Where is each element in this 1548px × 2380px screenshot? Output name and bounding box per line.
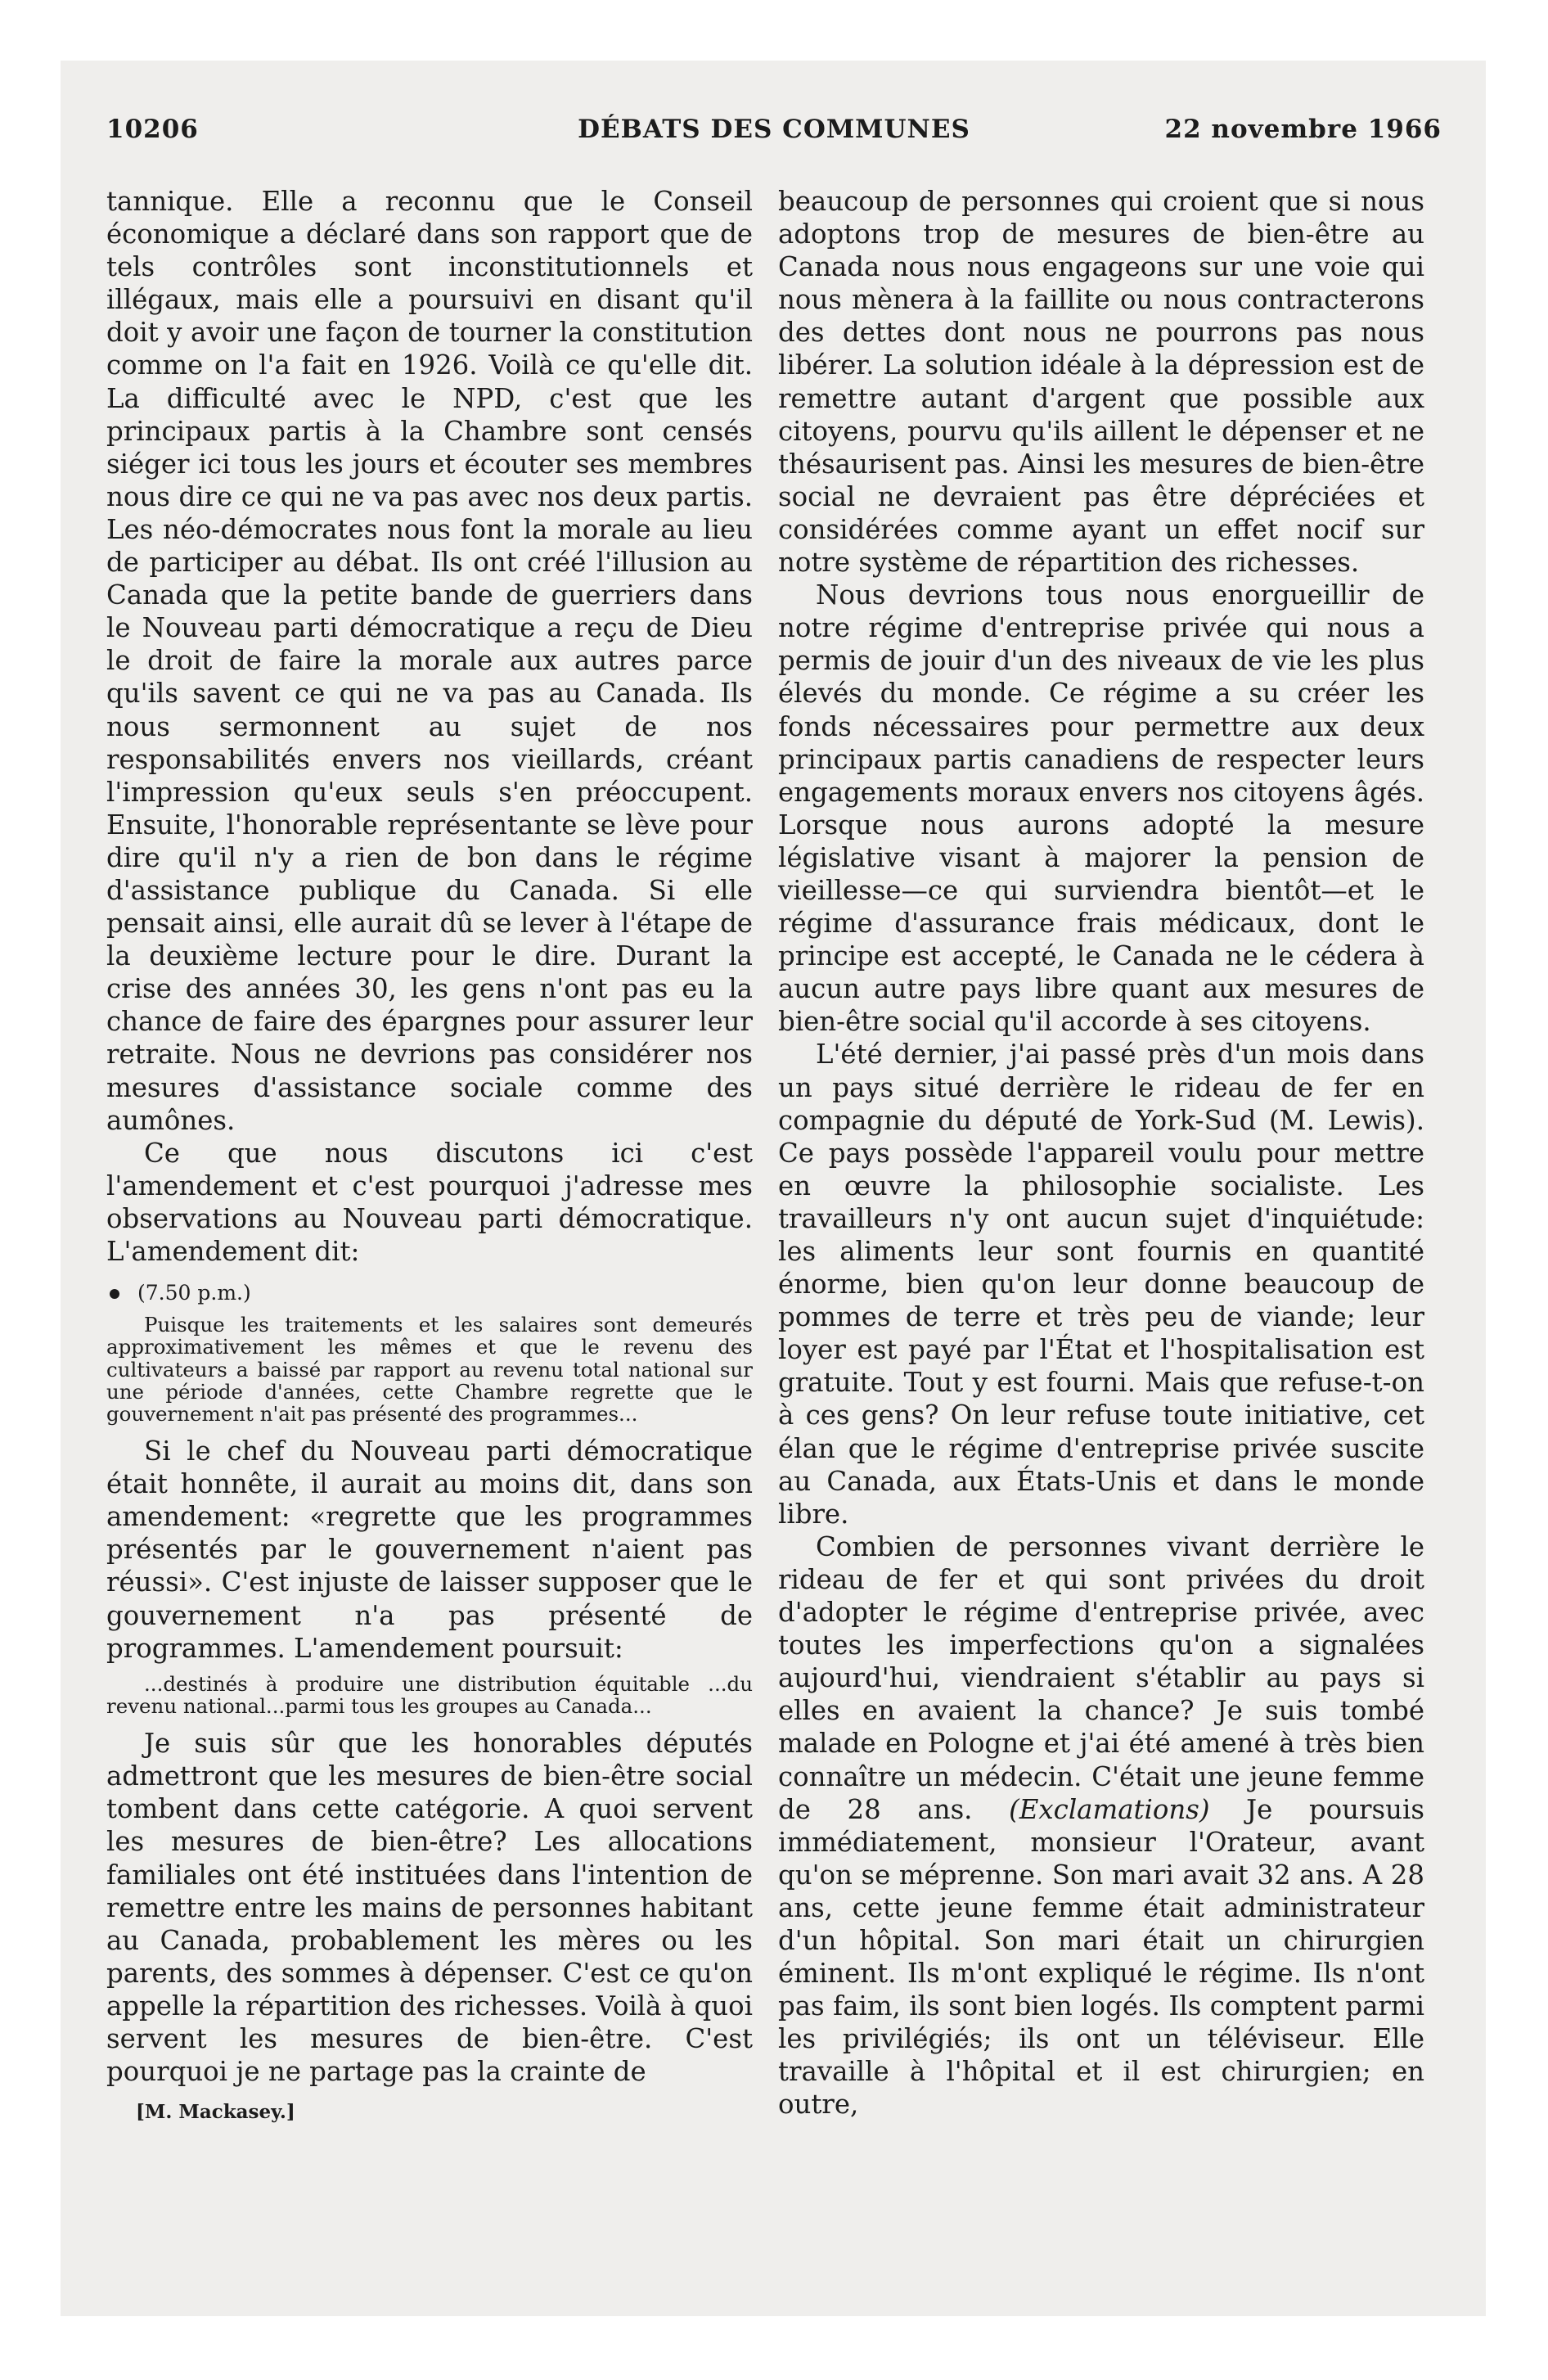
left-column [106, 185, 753, 2124]
speaker-attribution: [M. Mackasey.] [136, 2101, 295, 2124]
paragraph: Ce que nous discutons ici c'est l'amendement et c'est pourquoi j'adresse mes observations au Nouveau parti démocratique. L'amendement dit: [106, 1137, 753, 1267]
paragraph: Nous devrions tous nous enorgueillir de notre régime d'entreprise privée qui nous a permis de jouir d'un des niveaux de vie les plus élevés du monde. Ce régime a su créer les fonds nécessaires pour permettre aux deux principaux partis canadiens de respecter leurs engagements moraux envers nos citoyens âgés. Lorsque nous aurons adopté la mesure législative visant à majorer la pension de vieillesse—ce qui surviendra bientôt—et le régime d'assurance frais médicaux, dont le principe est accepté, le Canada ne le cédera à aucun autre pays libre quant aux mesures de bien-être social qu'il accorde à ses citoyens. [778, 579, 1424, 1038]
paragraph-text: Combien de personnes vivant derrière le rideau de fer et qui sont privées du droit d'adopter le régime d'entreprise privée, avec toutes les imperfections qu'on a signalées aujourd'hui, viendraient s'établir au pays si elles en avaient la chance? Je suis tombé malade en Pologne et j'ai été amené à très bien connaître un médecin. C'était une jeune femme de 28 ans. [778, 1530, 1424, 1825]
paragraph [778, 1530, 1424, 2121]
quoted-amendment: ...destinés à produire une distribution équitable ...du revenu national...parmi tous les groupes au Canada... [106, 1671, 753, 1718]
paragraph-text: Je poursuis immédiatement, monsieur l'Orateur, avant qu'on se méprenne. Son mari avait 32 ans. A 28 ans, cette jeune femme était administrateur d'un hôpital. Son mari était un chirurgien éminent. Ils m'ont expliqué le régime. Ils n'ont pas faim, ils sont bien logés. Ils comptent parmi les privilégiés; ils ont un téléviseur. Elle travaille à l'hôpital et il est chirurgien; en outre, [778, 1793, 1424, 2121]
interjection: (Exclamations) [1009, 1793, 1210, 1825]
timestamp [106, 1281, 753, 1305]
page-header [106, 115, 1442, 152]
quoted-amendment: Puisque les traitements et les salaires sont demeurés approximativement les mêmes et que le revenu des cultivateurs a baissé par rapport au revenu total national sur une période d'années, cette Chambre regrette que le gouvernement n'ait pas présenté des programmes... [106, 1313, 753, 1426]
right-column [778, 185, 1424, 2121]
paragraph: Si le chef du Nouveau parti démocratique était honnête, il aurait au moins dit, dans son amendement: «regrette que les programmes présentés par le gouvernement n'aient pas réussi». C'est injuste de laisser supposer que le gouvernement n'a pas présenté de programmes. L'amendement poursuit: [106, 1436, 753, 1664]
paragraph: L'été dernier, j'ai passé près d'un mois dans un pays situé derrière le rideau de fer en compagnie du député de York-Sud (M. Lewis). Ce pays possède l'appareil voulu pour mettre en œuvre la philosophie socialiste. Les travailleurs n'y ont aucun sujet d'inquiétude: les aliments leur sont fournis en quantité énorme, bien qu'on leur donne beaucoup de pommes de terre et très peu de viande; leur loyer est payé par l'État et l'hospitalisation est gratuite. Tout y est fourni. Mais que refuse-t-on à ces gens? On leur refuse toute initiative, cet élan que le régime d'entreprise privée suscite au Canada, aux États-Unis et dans le monde libre. [778, 1039, 1424, 1530]
paragraph: Je suis sûr que les honorables députés admettront que les mesures de bien-être social tombent dans cette catégorie. A quoi servent les mesures de bien-être? Les allocations familiales ont été instituées dans l'intention de remettre entre les mains de personnes habitant au Canada, probablement les mères ou les parents, des sommes à dépenser. C'est ce qu'on appelle la répartition des richesses. Voilà à quoi servent les mesures de bien-être. C'est pourquoi je ne partage pas la crainte de [106, 1728, 753, 2088]
paragraph: beaucoup de personnes qui croient que si nous adoptons trop de mesures de bien-être au Canada nous nous engageons sur une voie qui nous mènera à la faillite ou nous contracterons des dettes dont nous ne pourrons pas nous libérer. La solution idéale à la dépression est de remettre autant d'argent que possible aux citoyens, pourvu qu'ils aillent le dépenser et ne thésaurisent pas. Ainsi les mesures de bien-être social ne devraient pas être dépréciées et considérées comme ayant un effet nocif sur notre système de répartition des richesses. [778, 186, 1424, 579]
publication-title: DÉBATS DES COMMUNES [578, 115, 970, 144]
page-number: 10206 [106, 115, 199, 144]
paragraph: tannique. Elle a reconnu que le Conseil économique a déclaré dans son rapport que de tels contrôles sont inconstitutionnels et illégaux, mais elle a poursuivi en disant qu'il doit y avoir une façon de tourner la constitution comme on l'a fait en 1926. Voilà ce qu'elle dit. La difficulté avec le NPD, c'est que les principaux partis à la Chambre sont censés siéger ici tous les jours et écouter ses membres nous dire ce qui ne va pas avec nos deux partis. Les néo-démocrates nous font la morale au lieu de participer au débat. Ils ont créé l'illusion au Canada que la petite bande de guerriers dans le Nouveau parti démocratique a reçu de Dieu le droit de faire la morale aux autres parce qu'ils savent ce qui ne va pas au Canada. Ils nous sermonnent au sujet de nos responsabilités envers nos vieillards, créant l'impression qu'eux seuls s'en préoccupent. Ensuite, l'honorable représentante se lève pour dire qu'il n'y a rien de bon dans le régime d'assistance publique du Canada. Si elle pensait ainsi, elle aurait dû se lever à l'étape de la deuxième lecture pour le dire. Durant la crise des années 30, les gens n'ont pas eu la chance de faire des épargnes pour assurer leur retraite. Nous ne devrions pas considérer nos mesures d'assistance sociale comme des aumônes. [106, 186, 753, 1136]
bullet-icon [110, 1289, 119, 1299]
timestamp-text: (7.50 p.m.) [137, 1281, 251, 1305]
page-date: 22 novembre 1966 [1164, 115, 1442, 144]
